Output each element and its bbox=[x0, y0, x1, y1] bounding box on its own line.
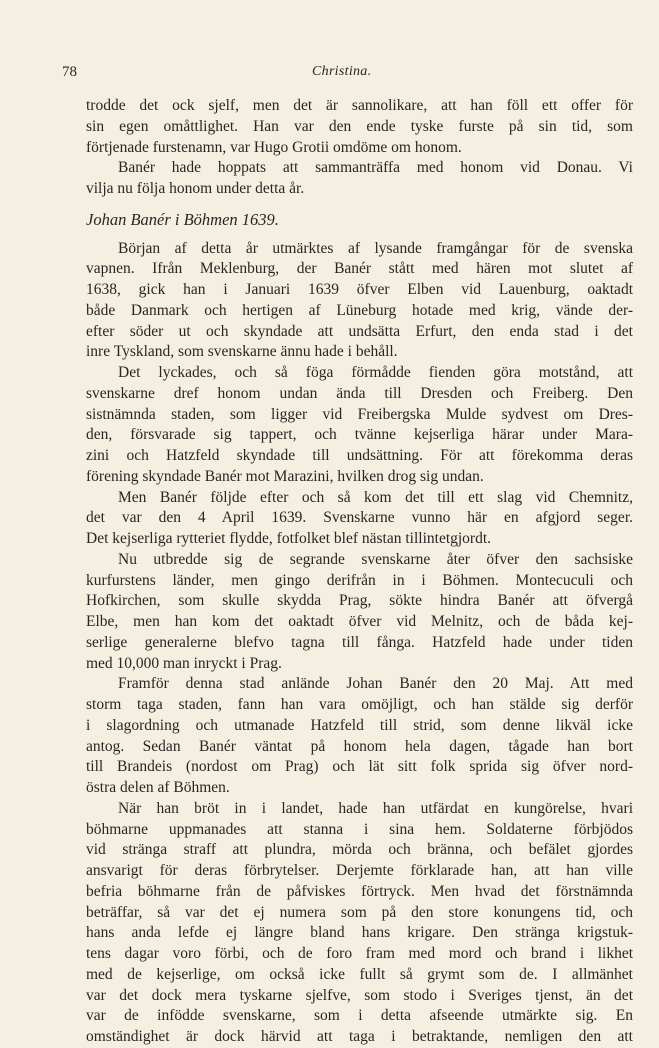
text-line: befria böhmarne från de påfviskes förtryck. Men hvad det förstnämnda bbox=[86, 882, 633, 900]
page-number: 78 bbox=[62, 64, 77, 80]
text-line: beträffar, så var det ej numera som på den store konungens tid, och bbox=[86, 903, 633, 921]
text-line: omständighet är dock härvid att taga i betraktande, nemligen den att bbox=[86, 1028, 633, 1045]
text-line: Banér hade hoppats att sammanträffa med honom vid Donau. Vi bbox=[118, 159, 633, 177]
text-line: storm taga staden, fann han vara omöjligt, och han stälde sig derför bbox=[86, 696, 633, 713]
text-line: med 10,000 man inryckt i Prag. bbox=[86, 654, 282, 672]
text-line: till Brandeis (nordost om Prag) och lät sitt folk sprida sig öfver nord- bbox=[86, 758, 633, 776]
text-line: det var den 4 April 1639. Svenskarne vunno här en afgjord seger. bbox=[86, 509, 633, 527]
text-line: böhmarne uppmanades att stanna i sina hem. Soldaterne förbjödos bbox=[86, 820, 633, 838]
text-line: antog. Sedan Banér väntat på honom hela dagen, tågade han bort bbox=[86, 737, 633, 755]
text-line: vapnen. Ifrån Meklenburg, der Banér stått med hären mot slutet af bbox=[86, 260, 633, 278]
text-line: hans anda lefde ej längre bland hans krigare. Den stränga krigstuk- bbox=[86, 924, 633, 942]
text-line: Nu utbredde sig de segrande svenskarne åter öfver den sachsiske bbox=[118, 550, 633, 568]
text-line: sistnämnda staden, som ligger vid Freibergska Mulde sydvest om Dres- bbox=[86, 405, 633, 423]
text-line: både Danmark och hertigen af Lüneburg hotade med krig, vände der- bbox=[86, 301, 633, 319]
text-line: förtjenade furstenamn, var Hugo Grotii omdöme om honom. bbox=[86, 138, 462, 156]
page-header bbox=[62, 64, 632, 86]
text-line: Elbe, men han kom det oaktadt öfver vid Melnitz, och de båda kej- bbox=[86, 613, 633, 630]
running-head: Christina. bbox=[312, 64, 372, 79]
text-line: svenskarne dref honom undan ända till Dresden och Freiberg. Den bbox=[86, 384, 633, 402]
text-line: trodde det ock sjelf, men det är sannolikare, att han föll ett offer för bbox=[86, 97, 633, 114]
body-text bbox=[86, 96, 633, 1048]
text-line: tens dagar voro förbi, och de foro fram med mord och brand i likhet bbox=[86, 945, 633, 962]
text-line: När han bröt in i landet, hade han utfärdat en kungörelse, hvari bbox=[118, 799, 633, 817]
text-line: i slagordning och utmanade Hatzfeld till strid, som denne likväl icke bbox=[86, 716, 633, 734]
text-line: med de kejserlige, om också icke fullt så grymt som de. I allmänhet bbox=[86, 965, 633, 983]
text-line: efter söder ut och skyndade att undsätta Erfurt, den enda stad i det bbox=[86, 322, 633, 340]
text-line: ansvarigt för deras förbrytelser. Derjemte förklarade han, att han ville bbox=[86, 862, 633, 879]
text-line: zini och Hatzfeld skyndade till undsättning. För att förekomma deras bbox=[86, 447, 633, 464]
text-line: förening skyndade Banér mot Marazini, hvilken drog sig undan. bbox=[86, 467, 484, 485]
text-line: var de infödde svenskarne, som i detta afseende utmärkte sig. En bbox=[86, 1007, 633, 1025]
section-heading: Johan Banér i Böhmen 1639. bbox=[86, 209, 279, 229]
text-line: Det lyckades, och så föga förmådde fienden göra motstånd, att bbox=[118, 364, 633, 381]
text-line: serlige generalerne blefvo tagna till fånga. Hatzfeld hade under tiden bbox=[86, 633, 633, 651]
text-line: kurfurstens länder, men gingo derifrån in i Böhmen. Montecuculi och bbox=[86, 571, 633, 589]
text-line: inre Tyskland, som svenskarne ännu hade i behåll. bbox=[86, 343, 398, 361]
text-line: 1638, gick han i Januari 1639 öfver Elben vid Lauenburg, oaktadt bbox=[86, 281, 633, 298]
text-line: vid stränga straff att plundra, mörda och bränna, och befälet gjordes bbox=[86, 841, 633, 859]
text-line: var det dock mera tyskarne sjelfve, som stodo i Sveriges tjenst, än det bbox=[86, 986, 633, 1004]
text-line: Början af detta år utmärktes af lysande framgångar för de svenska bbox=[118, 239, 633, 257]
text-line: Framför denna stad anlände Johan Banér den 20 Maj. Att med bbox=[118, 675, 633, 693]
text-line: Det kejserliga rytteriet flydde, fotfolket blef nästan tillintetgjordt. bbox=[86, 530, 492, 547]
text-line: östra delen af Böhmen. bbox=[86, 779, 230, 796]
text-line: vilja nu följa honom under detta år. bbox=[86, 180, 305, 197]
text-line: sin egen omåttlighet. Han var den ende tyske furste på sin tid, som bbox=[86, 117, 633, 135]
text-line: den, försvarade sig tappert, och tvänne kejserliga härar under Mara- bbox=[86, 426, 633, 444]
text-line: Men Banér följde efter och så kom det till ett slag vid Chemnitz, bbox=[118, 488, 633, 506]
text-line: Hofkirchen, som skulle skydda Prag, sökte hindra Banér att öfvergå bbox=[86, 592, 633, 610]
